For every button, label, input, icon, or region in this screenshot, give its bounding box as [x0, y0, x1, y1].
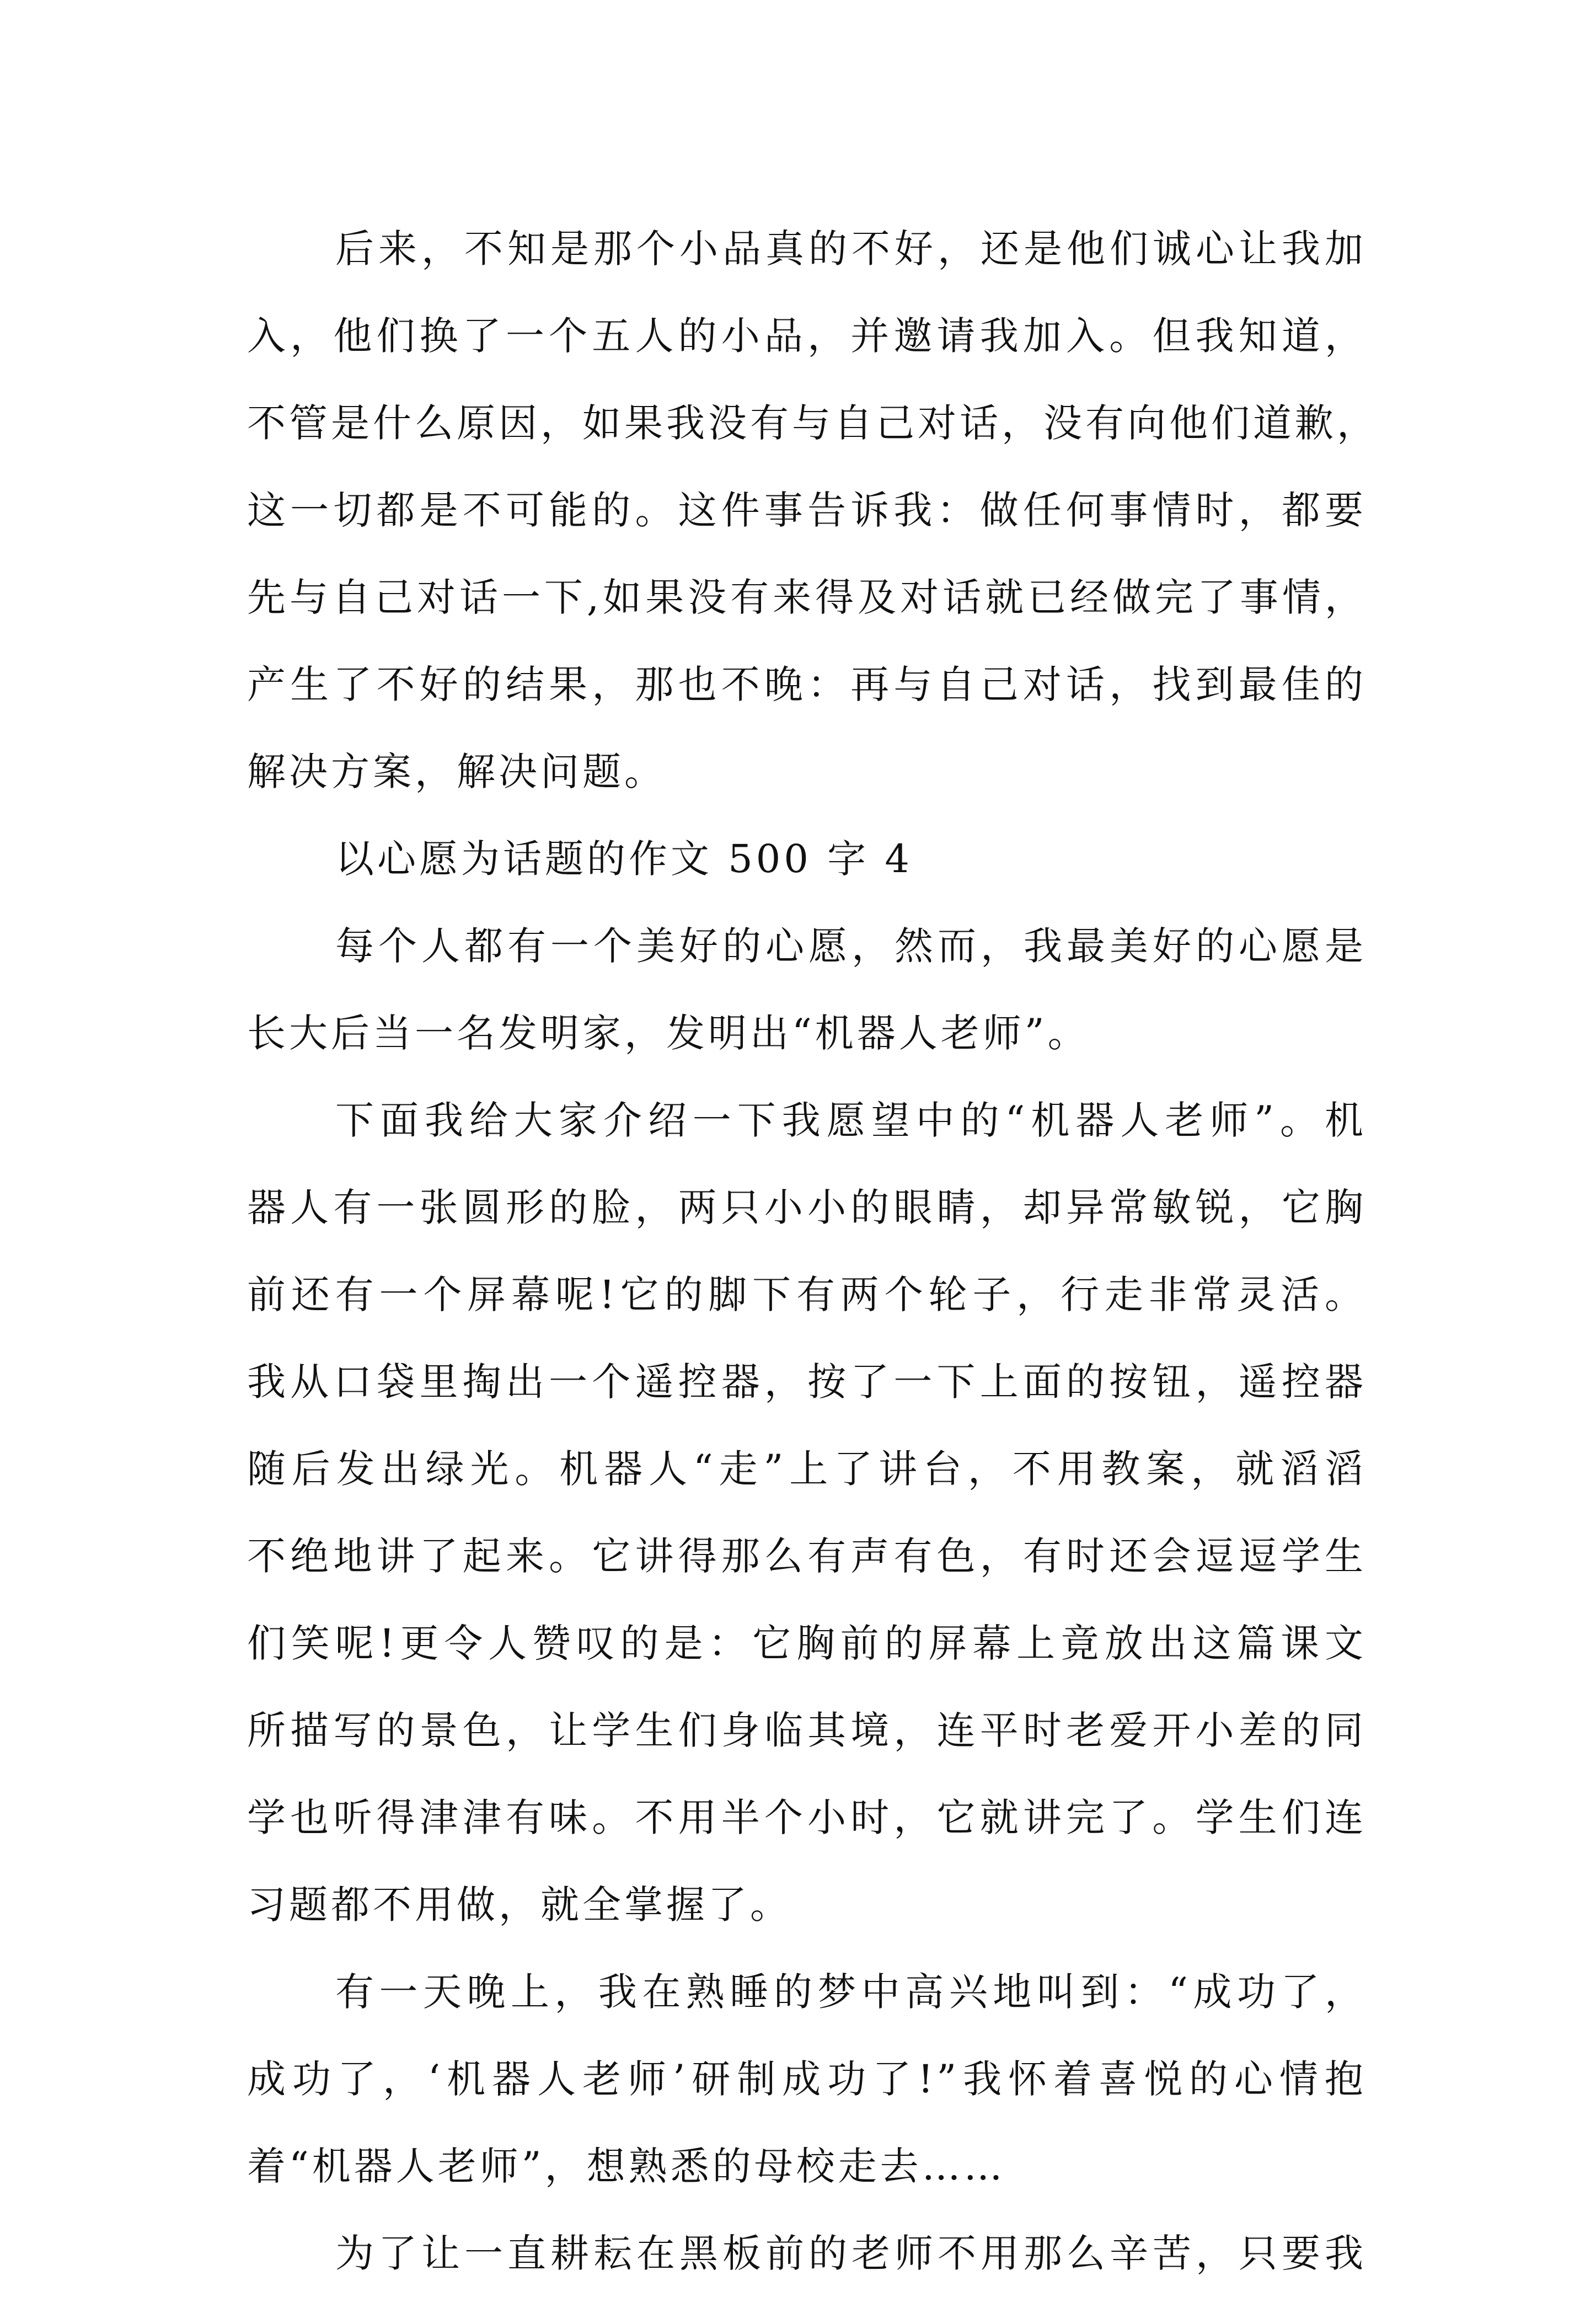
text-line: 成功了，‘机器人老师’研制成功了!”我怀着喜悦的心情抱 [247, 2056, 1367, 2102]
text-line: 不绝地讲了起来。它讲得那么有声有色，有时还会逗逗学生 [247, 1534, 1367, 1579]
document-body [247, 205, 1379, 2297]
text-line: 先与自己对话一下,如果没有来得及对话就已经做完了事情， [247, 575, 1367, 620]
text-line: 这一切都是不可能的。这件事告诉我：做任何事情时，都要 [247, 488, 1367, 533]
text-line: 有一天晚上，我在熟睡的梦中高兴地叫到：“成功了， [335, 1969, 1367, 2015]
text-line: 后来，不知是那个小品真的不好，还是他们诚心让我加 [335, 226, 1367, 271]
section-heading: 以心愿为话题的作文 500 字 4 [335, 836, 913, 882]
text-line: 随后发出绿光。机器人“走”上了讲台，不用教案，就滔滔 [247, 1446, 1367, 1492]
text-line: 长大后当一名发明家，发明出“机器人老师”。 [247, 1011, 1090, 1056]
text-line: 不管是什么原因，如果我没有与自己对话，没有向他们道歉， [247, 400, 1379, 446]
text-line: 器人有一张圆形的脸，两只小小的眼睛，却异常敏锐，它胸 [247, 1185, 1367, 1230]
text-line: 习题都不用做，就全掌握了。 [247, 1882, 792, 1927]
text-line: 产生了不好的结果，那也不晚：再与自己对话，找到最佳的 [247, 662, 1367, 707]
text-line: 每个人都有一个美好的心愿，然而，我最美好的心愿是 [335, 923, 1367, 969]
text-line: 为了让一直耕耘在黑板前的老师不用那么辛苦，只要我 [335, 2231, 1367, 2276]
text-line: 入，他们换了一个五人的小品，并邀请我加入。但我知道， [247, 313, 1367, 359]
text-line: 解决方案，解决问题。 [247, 749, 666, 794]
text-line: 所描写的景色，让学生们身临其境，连平时老爱开小差的同 [247, 1708, 1367, 1753]
text-line: 我从口袋里掏出一个遥控器，按了一下上面的按钮，遥控器 [247, 1359, 1367, 1404]
text-line: 下面我给大家介绍一下我愿望中的“机器人老师”。机 [335, 1098, 1367, 1143]
text-line: 着“机器人老师”，想熟悉的母校走去…… [247, 2144, 1006, 2189]
text-line: 们笑呢!更令人赞叹的是：它胸前的屏幕上竟放出这篇课文 [247, 1621, 1367, 1666]
text-line: 学也听得津津有味。不用半个小时，它就讲完了。学生们连 [247, 1795, 1367, 1840]
text-line: 前还有一个屏幕呢!它的脚下有两个轮子，行走非常灵活。 [247, 1272, 1367, 1317]
